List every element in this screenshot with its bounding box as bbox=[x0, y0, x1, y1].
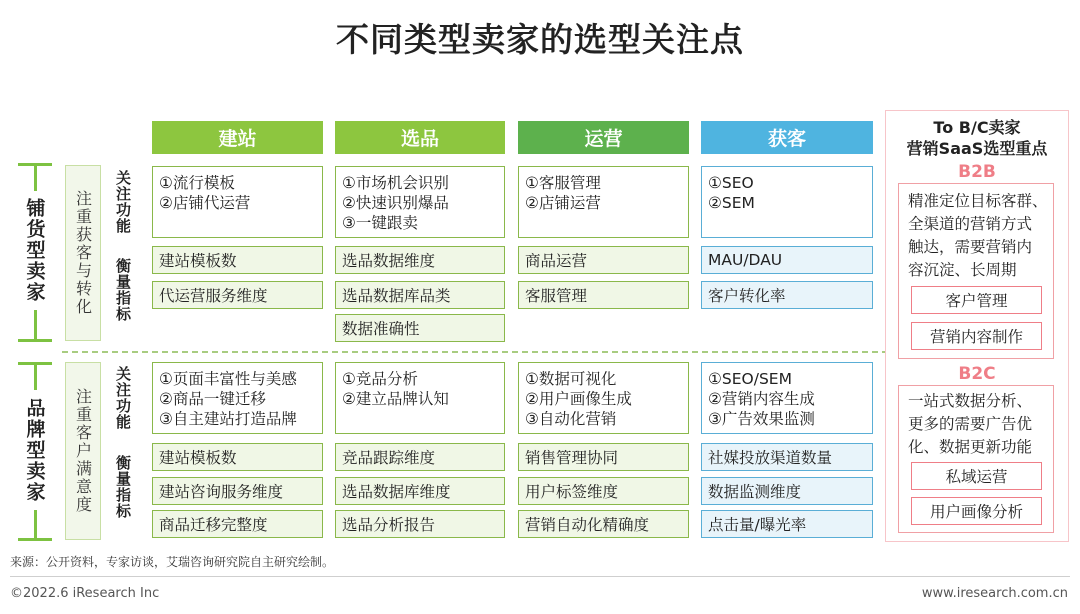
function-box bbox=[152, 362, 323, 434]
function-item: ①客服管理 bbox=[525, 174, 601, 192]
website-url: www.iresearch.com.cn bbox=[921, 586, 1068, 601]
b2b-pill-customer-management: 客户管理 bbox=[911, 286, 1042, 314]
metric-cell: 销售管理协同 bbox=[518, 443, 689, 471]
row-label-distribution-seller: 铺货型卖家 bbox=[23, 197, 46, 303]
function-item: ①SEO bbox=[708, 174, 754, 192]
metric-cell: MAU/DAU bbox=[701, 246, 873, 274]
function-item: ③一键跟卖 bbox=[342, 214, 418, 232]
metric-cell: 选品分析报告 bbox=[335, 510, 505, 538]
column-header-operations: 运营 bbox=[518, 121, 689, 154]
description-line: 化、数据更新功能 bbox=[908, 438, 1033, 456]
description-line: 一站式数据分析、 bbox=[908, 392, 1033, 410]
metric-cell: 营销自动化精确度 bbox=[518, 510, 689, 538]
function-item: ②SEM bbox=[708, 194, 755, 212]
function-box bbox=[152, 166, 323, 238]
description-line: 精准定位目标客群、 bbox=[908, 192, 1048, 210]
description-line: 更多的需要广告优 bbox=[908, 415, 1033, 433]
metric-cell: 商品运营 bbox=[518, 246, 689, 274]
description-line: 触达，需要营销内 bbox=[908, 238, 1033, 256]
b2b-heading: B2B bbox=[958, 162, 996, 182]
bracket-left-lower bbox=[34, 510, 37, 540]
mini-label-functions: 关注功能 bbox=[114, 366, 132, 430]
function-item: ①市场机会识别 bbox=[342, 174, 449, 192]
function-box bbox=[701, 166, 873, 238]
mini-label-metrics: 衡量指标 bbox=[114, 258, 132, 322]
bracket-bottom-line bbox=[18, 339, 52, 342]
function-item: ②用户画像生成 bbox=[525, 390, 632, 408]
b2b-description bbox=[908, 190, 1052, 282]
function-item: ①SEO/SEM bbox=[708, 370, 792, 388]
bracket-bottom-line bbox=[18, 538, 52, 541]
metric-cell: 建站模板数 bbox=[152, 443, 323, 471]
function-box bbox=[335, 362, 505, 434]
column-header-product-selection: 选品 bbox=[335, 121, 505, 154]
metric-cell: 客服管理 bbox=[518, 281, 689, 309]
footer-divider bbox=[10, 576, 1070, 577]
metric-cell: 选品数据维度 bbox=[335, 246, 505, 274]
function-item: ③广告效果监测 bbox=[708, 410, 815, 428]
metric-cell: 商品迁移完整度 bbox=[152, 510, 323, 538]
function-item: ②营销内容生成 bbox=[708, 390, 815, 408]
b2c-pill-private-traffic: 私域运营 bbox=[911, 462, 1042, 490]
metric-cell: 点击量/曝光率 bbox=[701, 510, 873, 538]
metric-cell: 建站模板数 bbox=[152, 246, 323, 274]
bracket-left-lower bbox=[34, 310, 37, 340]
function-item: ②店铺运营 bbox=[525, 194, 601, 212]
row-label-brand-seller: 品牌型卖家 bbox=[23, 397, 46, 503]
metric-cell: 代运营服务维度 bbox=[152, 281, 323, 309]
function-item: ②建立品牌认知 bbox=[342, 390, 449, 408]
metric-cell: 客户转化率 bbox=[701, 281, 873, 309]
metric-cell: 选品数据库维度 bbox=[335, 477, 505, 505]
metric-cell: 数据监测维度 bbox=[701, 477, 873, 505]
function-item: ①页面丰富性与美感 bbox=[159, 370, 297, 388]
function-item: ②快速识别爆品 bbox=[342, 194, 449, 212]
metric-cell: 社媒投放渠道数量 bbox=[701, 443, 873, 471]
metric-cell: 竞品跟踪维度 bbox=[335, 443, 505, 471]
function-box bbox=[518, 166, 689, 238]
description-line: 全渠道的营销方式 bbox=[908, 215, 1033, 233]
mini-label-metrics: 衡量指标 bbox=[114, 455, 132, 519]
mini-label-functions: 关注功能 bbox=[114, 170, 132, 234]
side-panel-title bbox=[885, 117, 1069, 159]
function-item: ②商品一键迁移 bbox=[159, 390, 266, 408]
focus-label-distribution: 注重获客与转化 bbox=[65, 165, 101, 341]
function-item: ①流行模板 bbox=[159, 174, 235, 192]
row-divider bbox=[62, 351, 888, 353]
column-header-site-building: 建站 bbox=[152, 121, 323, 154]
function-item: ①竞品分析 bbox=[342, 370, 418, 388]
b2c-pill-user-persona: 用户画像分析 bbox=[911, 497, 1042, 525]
function-box bbox=[518, 362, 689, 434]
b2c-description bbox=[908, 390, 1052, 459]
page-title: 不同类型卖家的选型关注点 bbox=[336, 20, 744, 59]
metric-cell: 用户标签维度 bbox=[518, 477, 689, 505]
b2b-pill-content-production: 营销内容制作 bbox=[911, 322, 1042, 350]
side-title-line: To B/C卖家 bbox=[933, 118, 1021, 137]
metric-cell: 选品数据库品类 bbox=[335, 281, 505, 309]
function-item: ③自动化营销 bbox=[525, 410, 617, 428]
side-title-line: 营销SaaS选型重点 bbox=[906, 139, 1048, 158]
metric-cell: 建站咨询服务维度 bbox=[152, 477, 323, 505]
copyright: ©2022.6 iResearch Inc bbox=[10, 586, 160, 601]
bracket-left-upper bbox=[34, 163, 37, 191]
source-footnote: 来源：公开资料，专家访谈，艾瑞咨询研究院自主研究绘制。 bbox=[10, 555, 335, 569]
function-item: ①数据可视化 bbox=[525, 370, 617, 388]
b2c-heading: B2C bbox=[958, 364, 996, 384]
metric-cell: 数据准确性 bbox=[335, 314, 505, 342]
function-box bbox=[335, 166, 505, 238]
function-item: ②店铺代运营 bbox=[159, 194, 251, 212]
focus-label-brand: 注重客户满意度 bbox=[65, 362, 101, 540]
column-header-customer-acquisition: 获客 bbox=[701, 121, 873, 154]
function-item: ③自主建站打造品牌 bbox=[159, 410, 297, 428]
bracket-left-upper bbox=[34, 362, 37, 390]
description-line: 容沉淀、长周期 bbox=[908, 261, 1017, 279]
function-box bbox=[701, 362, 873, 434]
